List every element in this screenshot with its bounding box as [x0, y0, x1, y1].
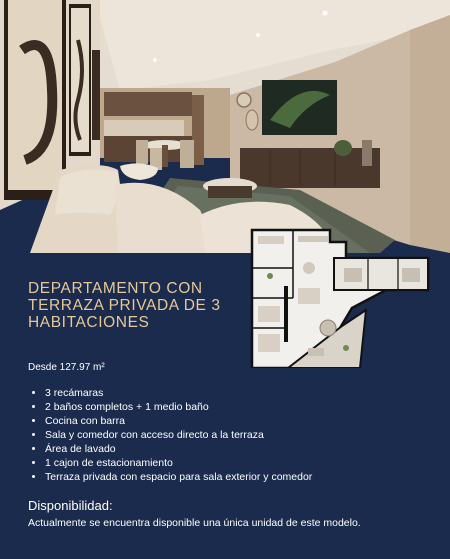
list-item: • Cocina con barra: [45, 414, 312, 428]
list-item: • 1 cajon de estacionamiento: [45, 456, 312, 470]
availability-text: Actualmente se encuentra disponible una única unidad de este modelo.: [28, 517, 361, 529]
floor-plan: [248, 228, 430, 368]
list-item: • Terraza privada con espacio para sala exterior y comedor: [45, 470, 312, 484]
listing-title: [28, 280, 243, 331]
list-item: • Sala y comedor con acceso directo a la terraza: [45, 428, 312, 442]
availability-heading: Disponibilidad:: [28, 498, 113, 513]
list-item: • 3 recámaras: [45, 386, 312, 400]
interior-photo: [0, 0, 450, 253]
title-line: TERRAZA PRIVADA DE 3: [28, 297, 221, 314]
title-line: HABITACIONES: [28, 314, 150, 331]
list-item: • 2 baños completos + 1 medio baño: [45, 400, 312, 414]
area-text: Desde 127.97 m²: [28, 362, 105, 373]
list-item: • Área de lavado: [45, 442, 312, 456]
title-line: DEPARTAMENTO CON: [28, 280, 203, 297]
feature-list: [28, 386, 312, 484]
